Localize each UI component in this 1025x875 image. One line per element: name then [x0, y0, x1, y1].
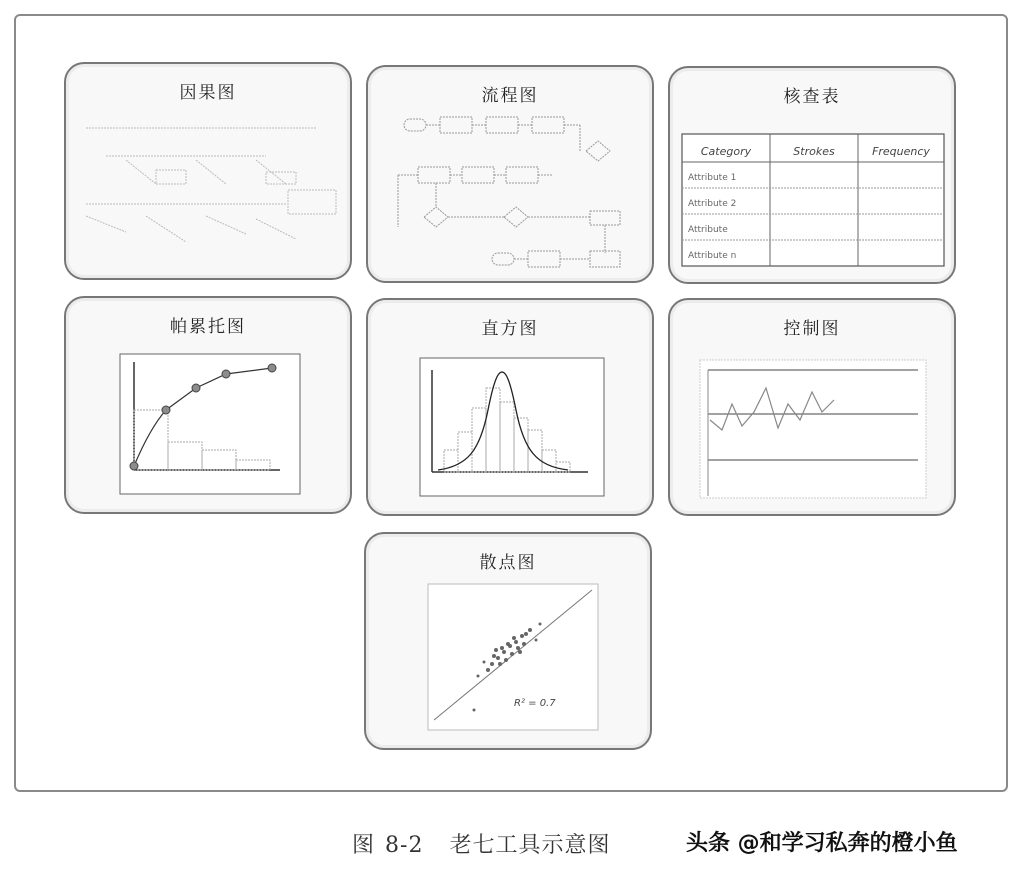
row-label: Attribute 1: [688, 173, 737, 183]
row-label: Attribute 2: [688, 199, 737, 209]
figure-caption: [352, 828, 610, 859]
fishbone-diagram: [66, 64, 350, 278]
pareto-point: [162, 406, 170, 414]
r-squared-label: R² = 0.7: [514, 698, 556, 709]
check-sheet-table: [670, 68, 954, 282]
flowchart-diagram: [368, 67, 652, 281]
card-title: 直方图: [481, 319, 539, 339]
header-category: Category: [700, 145, 752, 158]
card-title: 核查表: [783, 87, 841, 107]
row-label: Attribute n: [688, 251, 737, 261]
caption-number: 8-2: [385, 833, 424, 858]
card-scatter: [364, 532, 652, 750]
header-frequency: Frequency: [872, 145, 930, 158]
card-title: 控制图: [783, 319, 841, 339]
pareto-point: [130, 462, 138, 470]
watermark: 头条 @和学习私奔的橙小鱼: [686, 831, 958, 856]
card-title: 帕累托图: [170, 317, 246, 337]
caption-text: 老七工具示意图: [449, 833, 611, 858]
card-title: 流程图: [481, 86, 539, 106]
card-cause-effect: [64, 62, 352, 280]
card-title: 散点图: [479, 553, 537, 573]
card-pareto: [64, 296, 352, 514]
scatter-plot: [366, 534, 650, 748]
histogram-chart: [368, 300, 652, 514]
card-title: 因果图: [179, 83, 237, 103]
card-check-sheet: [668, 66, 956, 284]
pareto-chart: [66, 298, 350, 512]
row-label: Attribute: [688, 225, 728, 235]
card-control-chart: [668, 298, 956, 516]
card-histogram: [366, 298, 654, 516]
caption-prefix: 图: [352, 833, 376, 858]
card-flowchart: [366, 65, 654, 283]
pareto-point: [268, 364, 276, 372]
control-chart: [670, 300, 954, 514]
pareto-point: [192, 384, 200, 392]
pareto-point: [222, 370, 230, 378]
header-strokes: Strokes: [793, 145, 835, 158]
